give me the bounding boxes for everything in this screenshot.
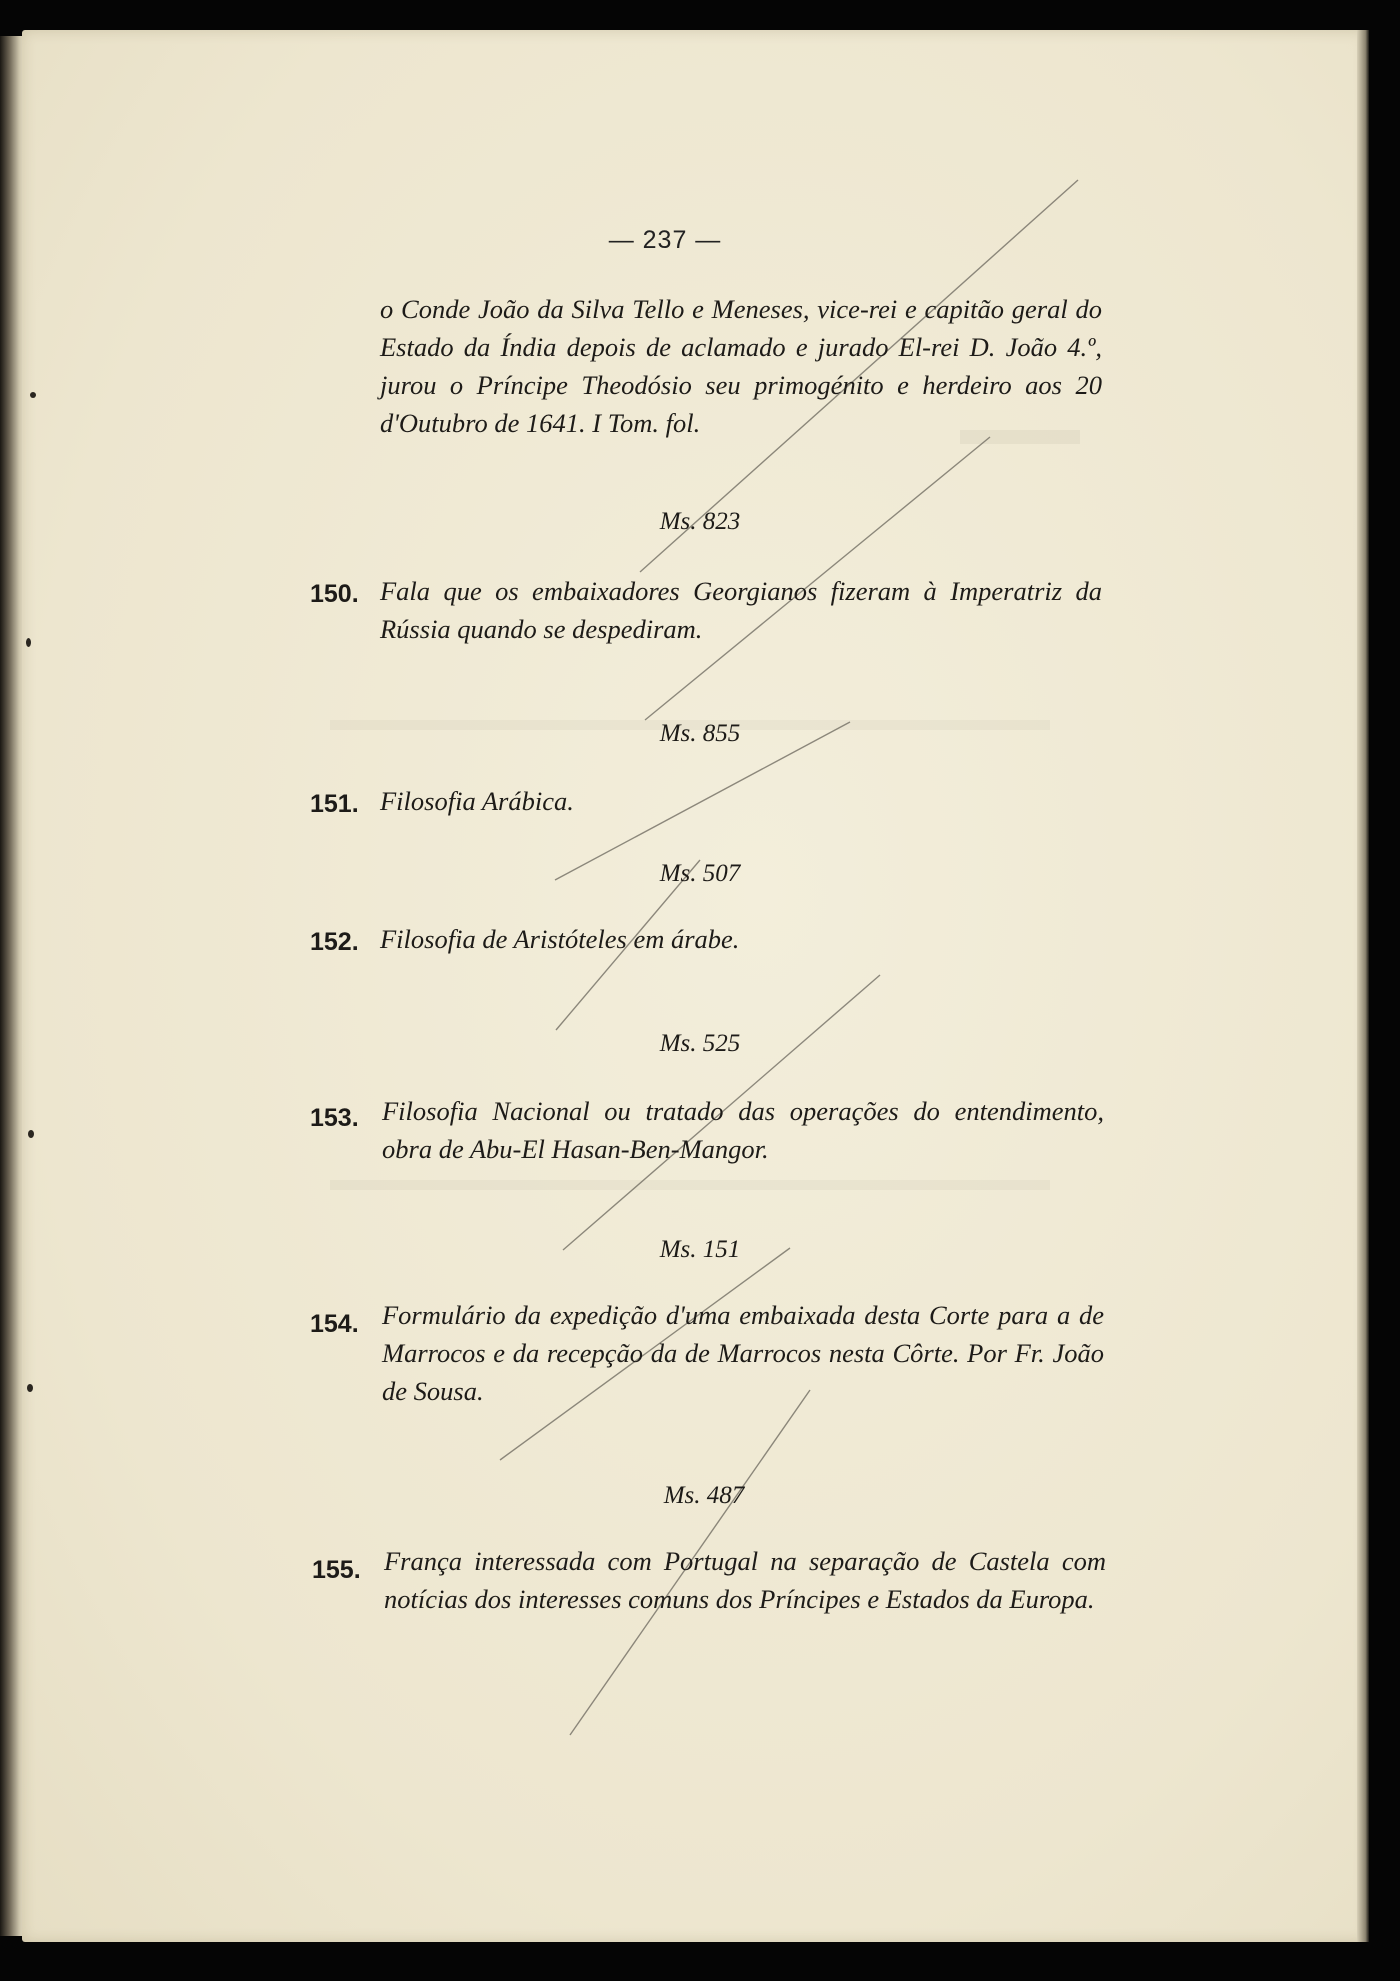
- entry-number: 150.: [310, 580, 359, 608]
- margin-mark: [28, 1130, 34, 1138]
- ms-reference: Ms. 525: [659, 1030, 741, 1057]
- page-edge: [1357, 30, 1369, 1942]
- entry-number: 155.: [312, 1556, 361, 1584]
- entry-text: Filosofia Arábica.: [380, 786, 574, 816]
- margin-mark: [30, 392, 36, 398]
- entry-number: 153.: [310, 1104, 359, 1132]
- margin-mark: [26, 638, 31, 647]
- entry-number: 154.: [310, 1310, 359, 1338]
- entry-text: Filosofia de Aristóteles em árabe.: [380, 924, 740, 954]
- show-through-3: [330, 1180, 1050, 1190]
- page-number: — 237 —: [608, 226, 722, 254]
- entry-text: França interessada com Portugal na separação de Castela com notícias dos interesses comuns dos Príncipes e Estados da Europa.: [384, 1546, 1106, 1614]
- ms-reference: Ms. 855: [659, 720, 741, 747]
- continuation-text: o Conde João da Silva Tello e Meneses, vice-rei e capitão geral do Estado da Índia depois de aclamado e jurado El-rei D. João 4.º, jurou o Príncipe Theodósio seu primogénito e herdeiro aos 20 d'Outubro de 1641. I Tom. fol.: [380, 294, 1102, 438]
- ms-reference: Ms. 823: [659, 508, 741, 535]
- ms-reference: Ms. 487: [663, 1482, 745, 1509]
- entry-number: 151.: [310, 790, 359, 818]
- ms-reference: Ms. 507: [659, 860, 741, 887]
- ms-reference: Ms. 151: [659, 1236, 741, 1263]
- entry-text: Filosofia Nacional ou tratado das operações do entendimento, obra de Abu-El Hasan-Ben-Mangor.: [382, 1096, 1104, 1164]
- margin-mark: [27, 1384, 33, 1392]
- entry-text: Fala que os embaixadores Georgianos fizeram à Imperatriz da Rússia quando se despediram.: [380, 576, 1102, 644]
- continuation-paragraph: [380, 290, 1102, 442]
- entry-text: Formulário da expedição d'uma embaixada desta Corte para a de Marrocos e da recepção da de Marrocos nesta Côrte. Por Fr. João de Sousa.: [382, 1300, 1104, 1406]
- entry-number: 152.: [310, 928, 359, 956]
